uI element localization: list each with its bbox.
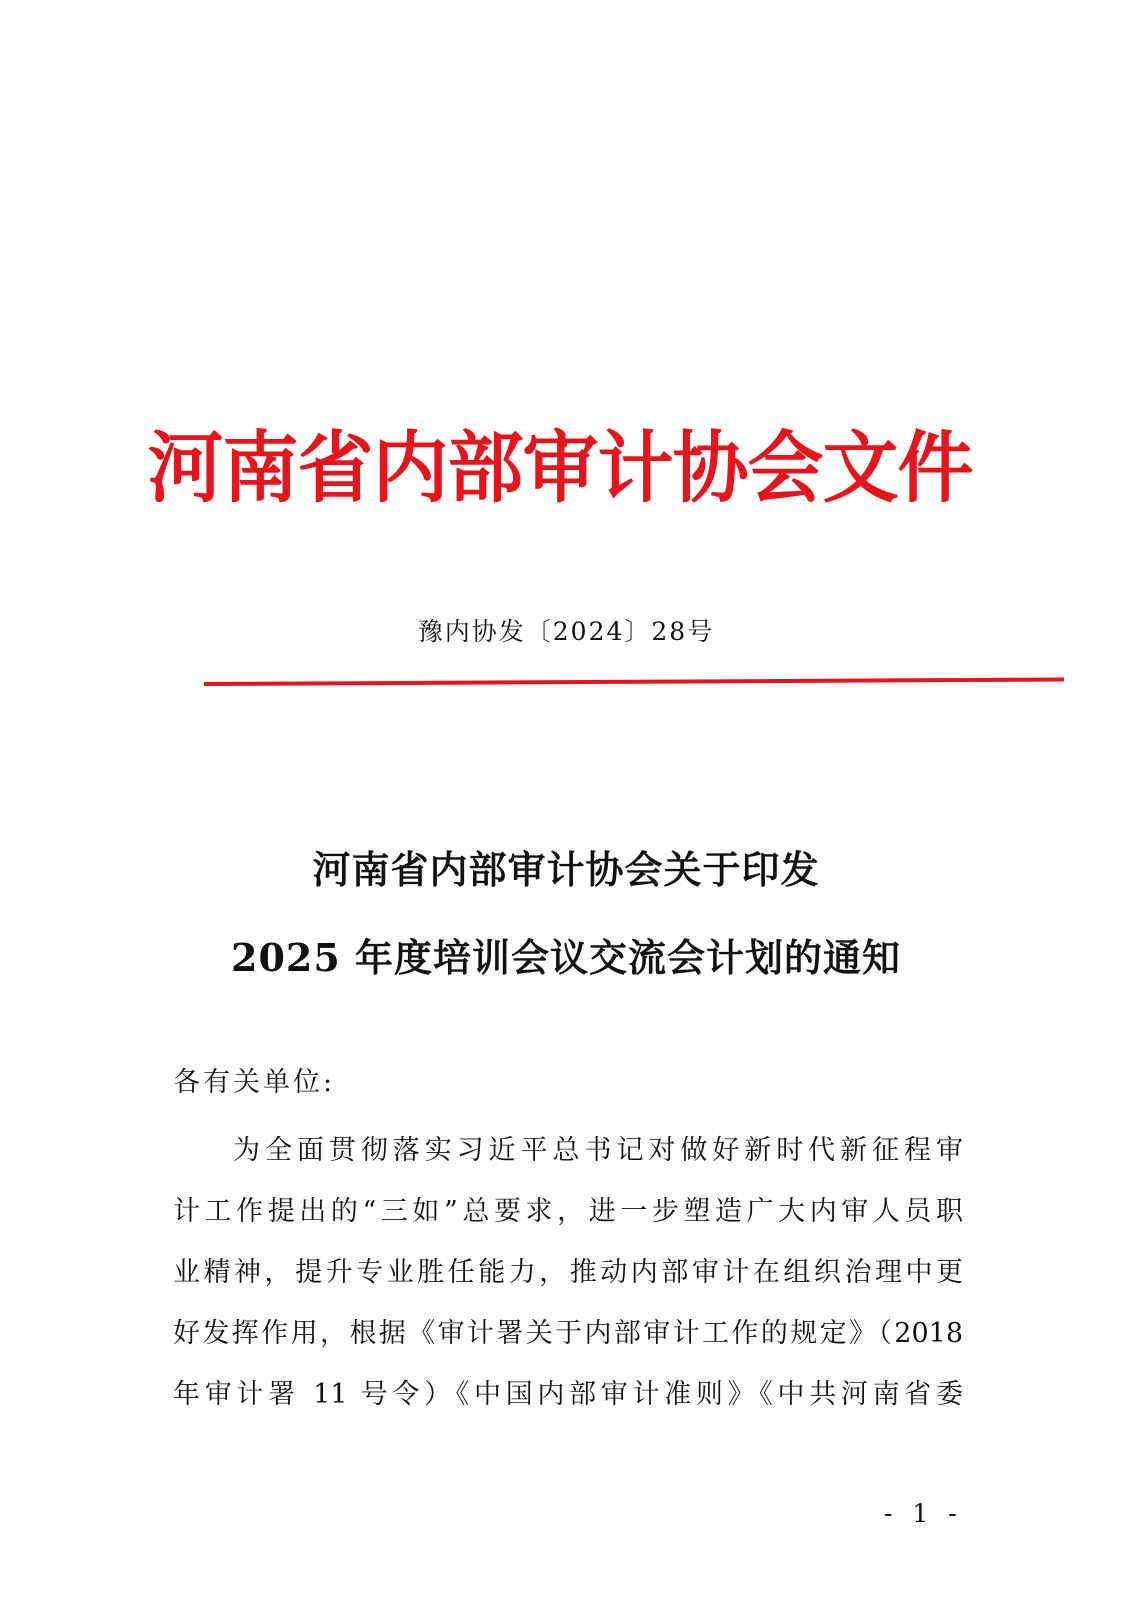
body-paragraph <box>173 1120 963 1425</box>
notice-title <box>0 826 1132 1002</box>
red-divider-line <box>204 677 1064 686</box>
org-title: 河南省内部审计协会文件 <box>147 422 973 513</box>
body-line: 计工作提出的“三如”总要求，进一步塑造广大内审人员职 <box>173 1196 963 1227</box>
document-number: 豫内协发〔2024〕28号 <box>417 617 715 646</box>
notice-title-line-2: 2025 年度培训会议交流会计划的通知 <box>231 935 901 980</box>
notice-title-line-1: 河南省内部审计协会关于印发 <box>312 847 820 892</box>
body-line: 为全面贯彻落实习近平总书记对做好新时代新征程审 <box>233 1135 963 1166</box>
body-line: 年审计署 11 号令）《中国内部审计准则》《中共河南省委 <box>173 1379 963 1410</box>
salutation: 各有关单位: <box>173 1067 336 1098</box>
page-number: - 1 - <box>884 1499 963 1528</box>
body-line: 业精神，提升专业胜任能力，推动内部审计在组织治理中更 <box>173 1257 963 1288</box>
document-header <box>0 418 1132 518</box>
body-line: 好发挥作用，根据《审计署关于内部审计工作的规定》（2018 <box>173 1318 963 1349</box>
